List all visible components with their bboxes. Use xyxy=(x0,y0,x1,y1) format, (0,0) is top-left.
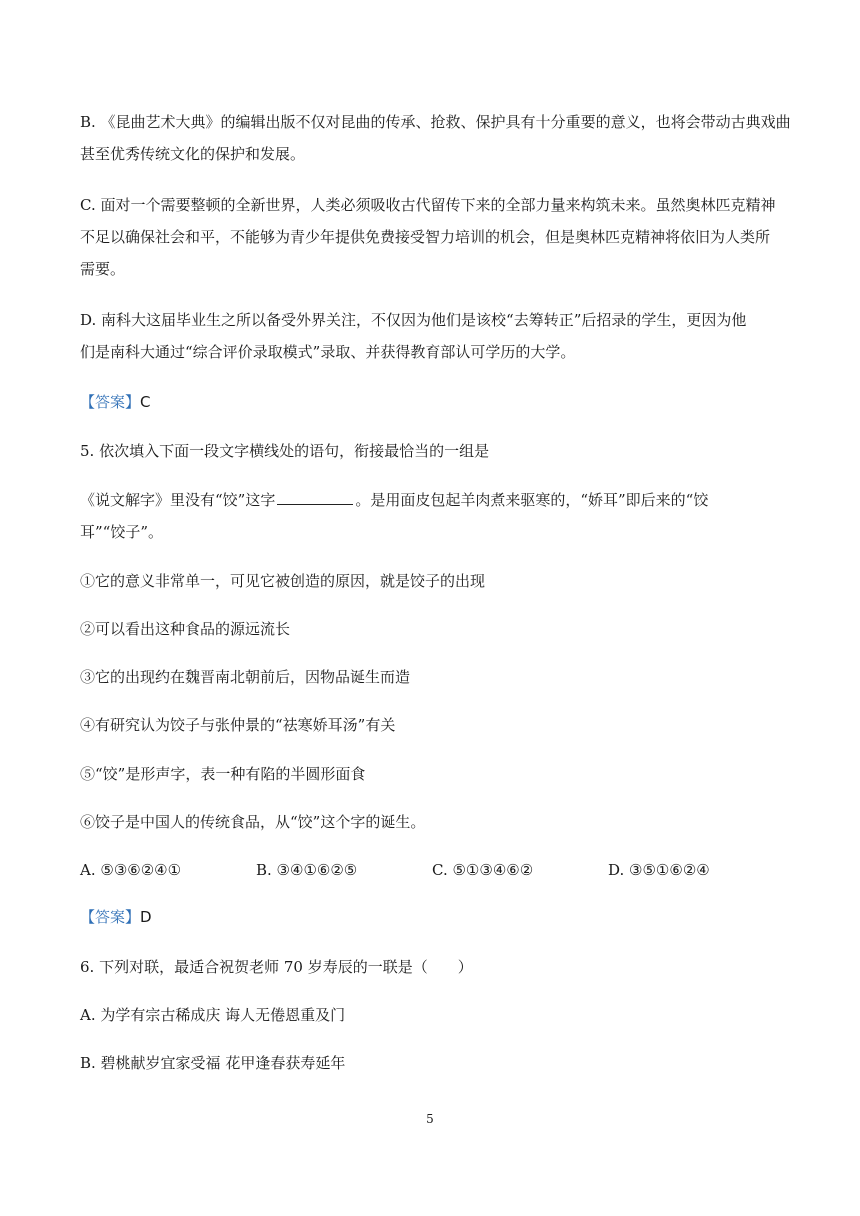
q4-option-c-line1: C. 面对一个需要整顿的全新世界，人类必须吸收古代留传下来的全部力量来构筑未来。虽然奥林匹克精神 xyxy=(80,196,776,214)
q6-option-b: B. 碧桃献岁宜家受福 花甲逢春获寿延年 xyxy=(80,1054,346,1072)
q5-item-5: ⑤“饺”是形声字，表一种有陷的半圆形面食 xyxy=(80,765,366,783)
fill-blank xyxy=(277,490,353,505)
q4-answer xyxy=(80,392,151,412)
q5-stem: 5. 依次填入下面一段文字横线处的语句，衔接最恰当的一组是 xyxy=(80,442,490,460)
q5-choice-b: B. ③④①⑥②⑤ xyxy=(256,861,358,879)
q5-choice-d: D. ③⑤①⑥②④ xyxy=(608,861,710,879)
q5-passage-line1 xyxy=(80,490,708,510)
q5-item-4: ④有研究认为饺子与张仲景的“祛寒娇耳汤”有关 xyxy=(80,716,396,734)
q4-option-b-line2: 甚至优秀传统文化的保护和发展。 xyxy=(80,145,306,163)
q5-item-1: ①它的意义非常单一，可见它被创造的原因，就是饺子的出现 xyxy=(80,572,486,590)
q6-option-a: A. 为学有宗古稀成庆 诲人无倦恩重及门 xyxy=(80,1006,346,1024)
answer-value: C xyxy=(140,393,151,411)
passage-after-blank: 。是用面皮包起羊肉煮来驱寒的，“娇耳”即后来的“饺 xyxy=(355,491,709,509)
answer-tag: 【答案】 xyxy=(80,393,141,411)
q5-item-6: ⑥饺子是中国人的传统食品，从“饺”这个字的诞生。 xyxy=(80,813,426,831)
q5-passage-line2: 耳”“饺子”。 xyxy=(80,523,164,541)
answer-tag: 【答案】 xyxy=(80,908,141,926)
q5-item-2: ②可以看出这种食品的源远流长 xyxy=(80,620,291,638)
q4-option-c-line2: 不足以确保社会和平，不能够为青少年提供免费接受智力培训的机会，但是奥林匹克精神将依旧为人类所 xyxy=(80,228,771,246)
q4-option-d-line1: D. 南科大这届毕业生之所以备受外界关注，不仅因为他们是该校“去筹转正”后招录的学生，更因为他 xyxy=(80,311,747,329)
q4-option-d-line2: 们是南科大通过“综合评价录取模式”录取、并获得教育部认可学历的大学。 xyxy=(80,343,576,361)
q5-choice-a: A. ⑤③⑥②④① xyxy=(80,861,182,879)
answer-value: D xyxy=(140,908,152,926)
q5-choice-c: C. ⑤①③④⑥② xyxy=(432,861,534,879)
q5-item-3: ③它的出现约在魏晋南北朝前后，因物品诞生而造 xyxy=(80,668,411,686)
q6-stem: 6. 下列对联，最适合祝贺老师 70 岁寿辰的一联是（ ） xyxy=(80,958,473,976)
passage-before-blank: 《说文解字》里没有“饺”这字 xyxy=(80,491,276,509)
q4-option-c-line3: 需要。 xyxy=(80,260,126,278)
q5-answer xyxy=(80,907,152,927)
page-number: 5 xyxy=(426,1112,434,1126)
q4-option-b-line1: B. 《昆曲艺术大典》的编辑出版不仅对昆曲的传承、抢救、保护具有十分重要的意义，也将会带动古典戏曲 xyxy=(80,113,791,131)
